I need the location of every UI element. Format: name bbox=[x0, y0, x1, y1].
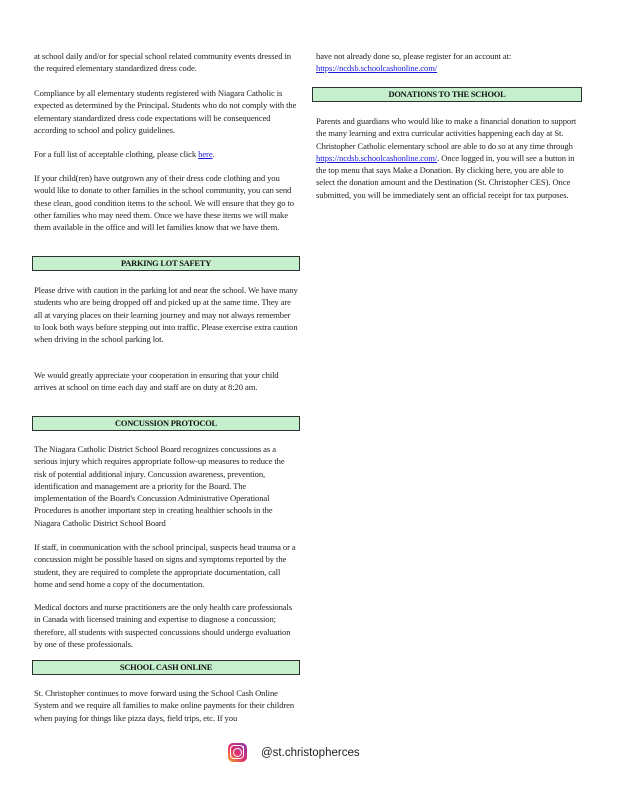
instagram-icon[interactable] bbox=[228, 743, 247, 762]
clothing-list-text: For a full list of acceptable clothing, please click bbox=[34, 149, 199, 159]
school-cash-link[interactable]: https://ncdsb.schoolcashonline.com/ bbox=[316, 63, 438, 74]
concussion-paragraph-3: Medical doctors and nurse practitioners are the only health care professionals in Canada with licensed training and expertise to diagnose a concussion; therefore, all students with suspected concussions should undergo evaluation by one of these professionals. bbox=[34, 602, 293, 649]
donations-header: DONATIONS TO THE SCHOOL bbox=[312, 87, 582, 102]
instagram-handle[interactable]: @st.christopherces bbox=[261, 746, 360, 759]
concussion-paragraph-2: If staff, in communication with the school principal, suspects head trauma or a concussion might be possible based on signs and symptoms reported by the student, they are required to complete the appropriate documentation, call home and send home a copy of the documentation. bbox=[34, 542, 296, 589]
register-text: have not already done so, please register for an account at: bbox=[316, 51, 512, 61]
parking-paragraph-2: We would greatly appreciate your cooperation in ensuring that your child arrives at school on time each day and staff are on duty at 8:20 am. bbox=[34, 370, 279, 393]
concussion-paragraph-1: The Niagara Catholic District School Board recognizes concussions as a serious injury which requires appropriate follow-up measures to reduce the risk of potential additional injury. Concussion awareness, prevention, identification and management are a priority for the Board. The implementation of the Board's Concussion Administrative Operational Procedures is another important step in creating healthier schools in the Niagara Catholic District School Board bbox=[34, 444, 285, 528]
donate-clothing-paragraph: If your child(ren) have outgrown any of their dress code clothing and you would like to donate to other families in the school community, you can send these clean, good condition items to the school. We will ensure that they go to other families who may need them. Once we have these items we will make them available in the office and will let families know that we have them. bbox=[34, 173, 294, 233]
register-paragraph bbox=[316, 50, 511, 75]
clothing-list-link[interactable]: here bbox=[198, 149, 213, 159]
parking-paragraph-1: Please drive with caution in the parking lot and near the school. We have many students who are being dropped off and picked up at the same time. They are all at varying places on their learning journey and may not always remember to look both ways before stepping out into traffic. Please exercise extra caution when driving in the school parking lot. bbox=[34, 285, 298, 345]
school-cash-header: SCHOOL CASH ONLINE bbox=[32, 660, 300, 675]
donations-text-a: Parents and guardians who would like to make a financial donation to support the many learning and extra curricular activities happening each day at St. Christopher Catholic elementary school are able to do so at any time through bbox=[316, 116, 577, 151]
footer bbox=[228, 743, 360, 762]
school-cash-paragraph: St. Christopher continues to move forward using the School Cash Online System and we require all families to make online payments for their children when paying for things like pizza days, field trips, etc. If you bbox=[34, 688, 295, 723]
clothing-list-end: . bbox=[212, 149, 215, 159]
donations-link[interactable]: https://ncdsb.schoolcashonline.com/ bbox=[316, 152, 438, 163]
compliance-paragraph: Compliance by all elementary students registered with Niagara Catholic is expected as determined by the Principal. Students who do not comply with the elementary standardized dress code expectations will be consequenced according to school and policy guidelines. bbox=[34, 88, 297, 135]
donations-paragraph bbox=[316, 115, 582, 201]
donations-text-b: . Once logged in, you will see a button in the top menu that says Make a Donation. By clicking here, you are able to select the donation amount and the Destination (St. Christopher CES). Once submitted, you will be immediately sent an official receipt for tax purposes. bbox=[316, 152, 575, 200]
parking-lot-header: PARKING LOT SAFETY bbox=[32, 256, 300, 271]
concussion-header: CONCUSSION PROTOCOL bbox=[32, 416, 300, 431]
dress-code-continued: at school daily and/or for special school related community events dressed in the required elementary standardized dress code. bbox=[34, 51, 291, 74]
clothing-list-paragraph bbox=[34, 148, 215, 160]
